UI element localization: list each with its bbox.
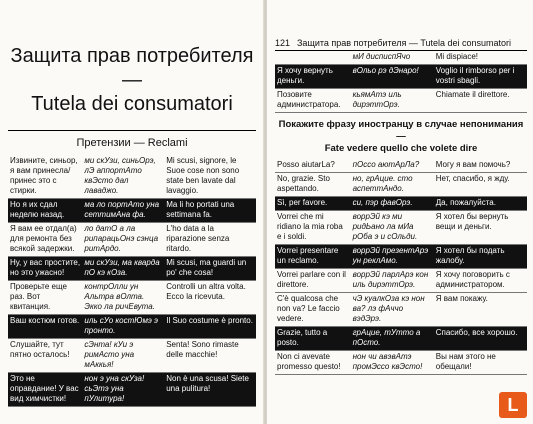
cell-it: Я хотел бы подать жалобу. — [434, 245, 527, 269]
cell-ru: Но я их сдал неделю назад. — [8, 199, 82, 223]
table-row — [8, 223, 256, 257]
cell-it: Voglio il rimborso per i vostri sbagli. — [434, 65, 527, 89]
running-head — [275, 38, 527, 51]
cell-ru: Это не оправдание! У вас вид химчистки! — [8, 373, 82, 407]
cell-tr: но, грАцие. сто аспеттАндо. — [351, 173, 434, 197]
cell-ru: Vorrei presentare un reclamo. — [275, 245, 351, 269]
cell-ru: Слушайте, тут пятно осталось! — [8, 339, 82, 373]
table-row — [8, 257, 256, 281]
title-line-2: Tutela dei consumatori — [31, 93, 233, 115]
section-heading-reclami: Претензии — Reclami — [8, 130, 256, 149]
cell-ru: Ну, у вас простите, но это ужасно! — [8, 257, 82, 281]
cell-it: Я вам покажу. — [434, 293, 527, 327]
table-row — [8, 155, 256, 199]
cell-ru: Non ci avevate promesso questo! — [275, 351, 351, 375]
cell-it: L'ho data a la riparazione senza ritardo. — [164, 223, 256, 257]
cell-it: Я хочу поговорить с администратором. — [434, 269, 527, 293]
cell-ru: Vorrei parlare con il direttore. — [275, 269, 351, 293]
cell-tr: грАцие, тУтто а пОсто. — [351, 327, 434, 351]
left-page — [0, 0, 264, 424]
section-heading-fate-vedere — [275, 119, 527, 155]
cell-tr: ма ло портАто уна сеттимАна фа. — [82, 199, 164, 223]
cell-it: Mi dispiace! — [434, 51, 527, 65]
cell-it: Non è una scusa! Siete una pulitura! — [164, 373, 256, 407]
cell-tr: кьямАтэ иль дирэттОрэ. — [351, 89, 434, 113]
running-head-title: Защита прав потребителя — Tutela dei consumatori — [297, 38, 512, 48]
cell-it: Mi scusi, signore, le Suoe cose non sono state ben lavate dal lavaggio. — [164, 155, 256, 199]
cell-tr: воррЭй парлАрэ кон иль дирэттОрэ. — [351, 269, 434, 293]
cell-tr: воррЭй презентАрэ ун реклАмо. — [351, 245, 434, 269]
table-row — [8, 339, 256, 373]
cell-ru: Я хочу вернуть деньги. — [275, 65, 351, 89]
cell-it: Вы нам этого не обещали! — [434, 351, 527, 375]
cell-ru: Извините, синьор, я вам принесла/принес это с стирки. — [8, 155, 82, 199]
cell-tr: мИ дисписпЯчо — [351, 51, 434, 65]
cell-tr: ло датО а ла рипарацьОнэ сэнца ритАрдо. — [82, 223, 164, 257]
cell-it: Спасибо, все хорошо. — [434, 327, 527, 351]
cell-ru: C'è qualcosa che non va? Le faccio vedere. — [275, 293, 351, 327]
cell-tr: пОссо аютАрЛа? — [351, 159, 434, 173]
cell-ru: Проверьте еще раз. Вот квитанция. — [8, 281, 82, 315]
cell-ru: No, grazie. Sto aspettando. — [275, 173, 351, 197]
cell-ru: Позовите администратора. — [275, 89, 351, 113]
page-number: 121 — [275, 38, 291, 48]
cell-tr: сЭнта! кУи э римАсто уна мАккья! — [82, 339, 164, 373]
table-row — [275, 211, 527, 245]
phrase-table-left — [8, 155, 256, 407]
cell-it: Я хотел бы вернуть вещи и деньги. — [434, 211, 527, 245]
cell-it: Chiamate il direttore. — [434, 89, 527, 113]
cell-tr: ми скУзи, ма кварда пО кэ кОза. — [82, 257, 164, 281]
right-page — [267, 0, 533, 424]
cell-tr: иль сУо костЮмэ э пронто. — [82, 315, 164, 339]
table-row — [275, 351, 527, 375]
cell-ru: Ваш костюм готов. — [8, 315, 82, 339]
table-row — [8, 199, 256, 223]
table-row — [275, 197, 527, 211]
cell-tr: чЭ куалкОза кэ нон ва? лэ фАччо вэдЭрэ. — [351, 293, 434, 327]
phrase-table-right — [275, 159, 527, 375]
cell-tr: нон э уна скУза! сьЭтэ уна пУлитура! — [82, 373, 164, 407]
table-row — [275, 293, 527, 327]
table-row — [275, 65, 527, 89]
cell-tr: воррЭй кэ ми ридЬано ла мИа рОба э и сОльди. — [351, 211, 434, 245]
cell-ru: Sì, per favore. — [275, 197, 351, 211]
cell-it: Il Suo costume è pronto. — [164, 315, 256, 339]
cell-it: Ma li ho portati una settimana fa. — [164, 199, 256, 223]
cell-it: Senta! Sono rimaste delle macchie! — [164, 339, 256, 373]
cell-tr: вОльо рэ дЭнаро! — [351, 65, 434, 89]
table-row — [275, 245, 527, 269]
cell-ru: Posso aiutarLa? — [275, 159, 351, 173]
cell-it: Controlli un altra volta. Ecco la ricevuta. — [164, 281, 256, 315]
cell-tr: си, пэр фавОрэ. — [351, 197, 434, 211]
cell-ru: Grazie, tutto a posto. — [275, 327, 351, 351]
table-row — [275, 269, 527, 293]
cell-ru: Vorrei che mi ridiano la mia roba e i soldi. — [275, 211, 351, 245]
cell-it: Mi scusi, ma guardi un po' che cosa! — [164, 257, 256, 281]
cell-it: Могу я вам помочь? — [434, 159, 527, 173]
table-row — [8, 315, 256, 339]
table-row — [275, 89, 527, 113]
cell-it: Нет, спасибо, я жду. — [434, 173, 527, 197]
cell-tr: контрОлли ун Альтра вОлта. Экко ла ричЕвута. — [82, 281, 164, 315]
table-row — [275, 327, 527, 351]
cell-ru: Я вам ее отдал(а) для ремонта без всякой задержки. — [8, 223, 82, 257]
table-row — [275, 159, 527, 173]
cell-it: Да, пожалуйста. — [434, 197, 527, 211]
table-row — [275, 51, 527, 65]
publisher-logo: L — [499, 392, 527, 418]
table-row — [8, 373, 256, 407]
cell-tr: ми скУзи, синьОрэ, лЭ аппортАто квЭсто дал лаваджо. — [82, 155, 164, 199]
section-line-1: Покажите фразу иностранцу в случае непонимания — — [278, 119, 524, 142]
cell-tr: нон чи авэвАтэ промЭссо квЭсто! — [351, 351, 434, 375]
page-title — [8, 44, 256, 116]
phrase-table-right-top — [275, 51, 527, 113]
cell-ru — [275, 51, 351, 65]
section-line-2: Fate vedere quello che volete dire — [324, 143, 478, 154]
table-row — [8, 281, 256, 315]
title-line-1: Защита прав потребителя — — [10, 45, 254, 91]
table-row — [275, 173, 527, 197]
